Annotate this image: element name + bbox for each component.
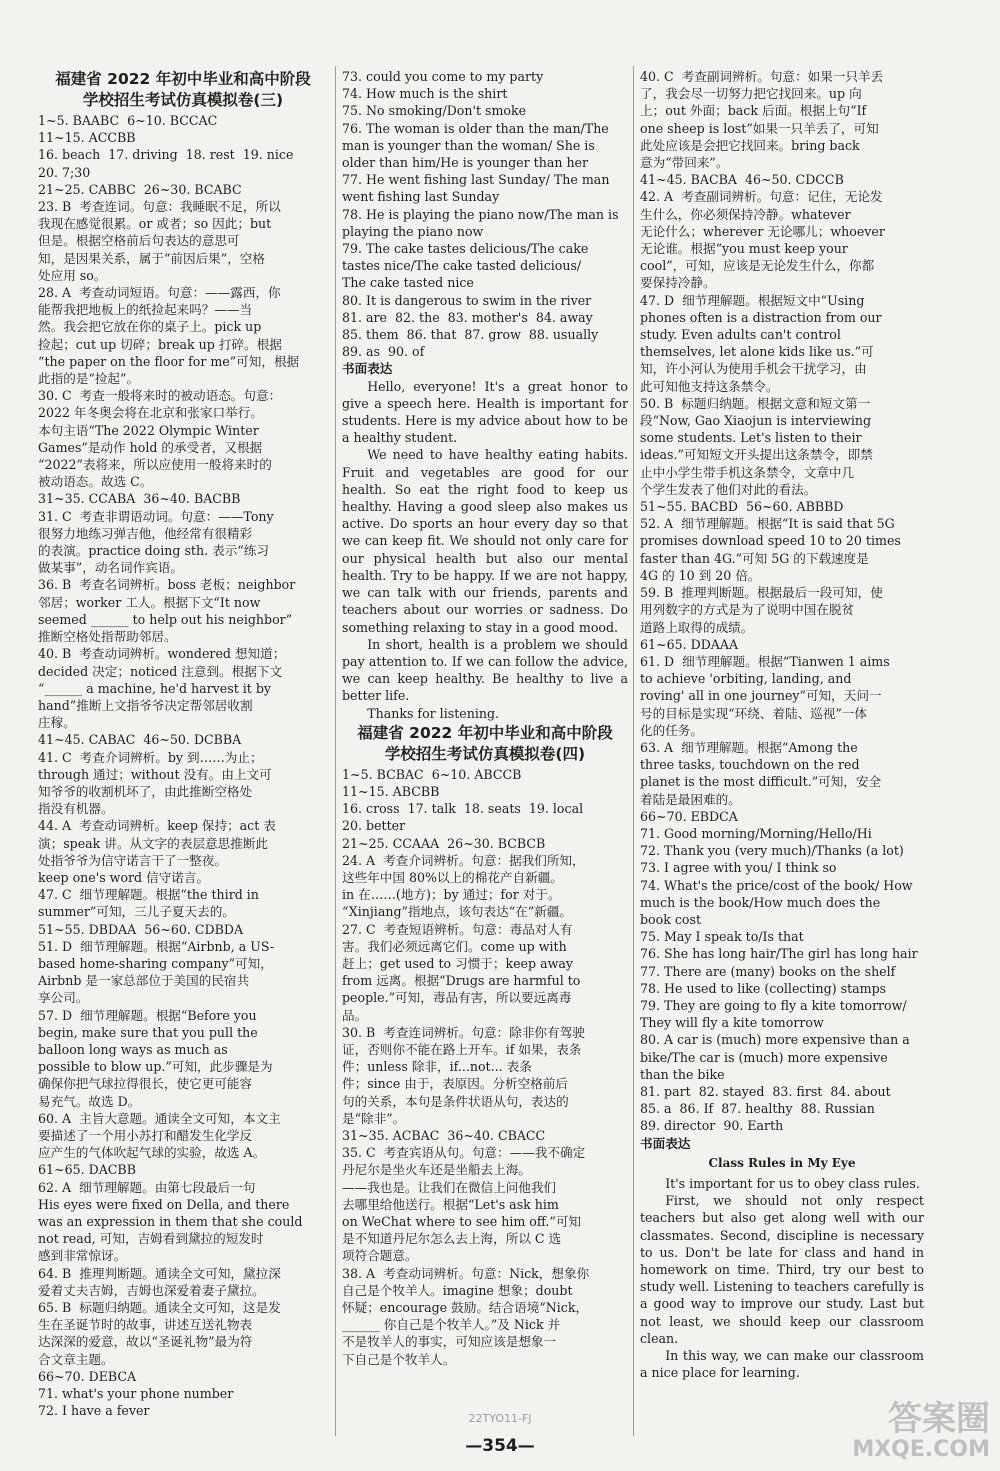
answer-line: 50. B 标题归纳题。根据文意和短文第一 [640, 395, 871, 411]
answer-line: 要保持冷静。 [640, 275, 716, 291]
answer-line: 用列数字的方式是为了说明中国在脱贫 [640, 602, 855, 618]
answer-line: 81. part 82. stayed 83. first 84. about [640, 1083, 891, 1099]
answer-line: keep one's word 信守诺言。 [38, 869, 210, 885]
answer-line: three tasks, touchdown on the red [640, 757, 860, 773]
answer-line: 75. No smoking/Don't smoke [342, 103, 527, 119]
answer-line: 号的目标是实现“环绕、着陆、巡视”一体 [640, 705, 867, 721]
answer-line: 40. B 考查动词辨析。wondered 想知道； [38, 646, 286, 662]
answer-line: roving' all in one journey”可知，天问一 [640, 688, 882, 704]
answer-line: 85. them 86. that 87. grow 88. usually [342, 327, 599, 343]
answer-line: 79. They are going to fly a kite tomorrow/ [640, 997, 907, 1013]
answer-line: 61~65. DACBB [38, 1162, 136, 1178]
answer-line: hand”推断上文指爷爷决定帮邻居收割 [38, 697, 253, 713]
answer-line: 80. It is dangerous to swim in the river [342, 292, 592, 308]
answer-line: through 通过；without 没有。由上文可 [38, 766, 272, 782]
answer-line: study. Even adults can't control [640, 327, 841, 343]
answer-line: 76. She has long hair/The girl has long hair [640, 946, 918, 962]
answer-line: 78. He is playing the piano now/The man is [342, 206, 619, 222]
answer-line: 57. D 细节理解题。根据“Before you [38, 1007, 257, 1023]
answer-line: 66~70. EBDCA [640, 808, 738, 824]
answer-line: 41. C 考查介词辨析。by 到……为止； [38, 749, 263, 765]
answer-line: 知，是因果关系，属于“前因后果”，空格 [38, 250, 265, 266]
footer-code: 22TYO11-FJ [468, 1412, 532, 1425]
answer-line: 11~15. ABCBB [342, 783, 440, 799]
answer-line: some students. Let's listen to their [640, 430, 862, 446]
answer-line: 这些年中国 80%以上的棉花产自新疆。 [342, 869, 563, 885]
answer-line: 1~5. BCBAC 6~10. ABCCB [342, 766, 522, 782]
answer-line: 道路上取得的成绩。 [640, 619, 754, 635]
answer-line: 20. 7;30 [38, 164, 91, 180]
subsection-heading: 书面表达 [640, 1135, 691, 1151]
answer-line: 能帮我把地板上的纸捡起来吗？——当 [38, 302, 253, 318]
answer-line: summer”可知，三儿子夏天去的。 [38, 904, 235, 920]
answer-line: cool”，可知，应该是无论发生什么，你都 [640, 258, 875, 274]
answer-line: 但是。根据空格前后句表达的意思可 [38, 233, 240, 249]
answer-line: 很努力地练习弹吉他，他经常有很精彩 [38, 525, 253, 541]
answer-line: 生在圣诞节时的故事，讲述互送礼物表 [38, 1317, 253, 1333]
column-middle [342, 68, 628, 1428]
answer-line: Airbnb 是一家总部位于美国的民宿共 [38, 973, 250, 989]
answer-line: 74. How much is the shirt [342, 86, 508, 102]
section-heading: 福建省 2022 年初中毕业和高中阶段 [55, 70, 311, 88]
answer-line: 42. A 考查副词辨析。句意：记住，无论发 [640, 189, 883, 205]
answer-line: “the paper on the floor for me”可知，根据 [38, 353, 300, 369]
column-divider [335, 66, 336, 1436]
answer-line: 21~25. CCAAA 26~30. BCBCB [342, 835, 546, 851]
answer-line: 65. B 标题归纳题。通读全文可知，这是发 [38, 1300, 281, 1316]
answer-line: 36. B 考查名词辨析。boss 老板；neighbor [38, 577, 296, 593]
answer-line: 着陆是最困难的。 [640, 791, 741, 807]
answer-line: 此可知他支持这条禁令。 [640, 378, 779, 394]
answer-line: 庄稼。 [38, 715, 76, 731]
answer-line: 27. C 考查短语辨析。句意：毒品对人有 [342, 921, 573, 937]
answer-line: 76. The woman is older than the man/The [342, 120, 609, 136]
essay-title: Class Rules in My Eye [708, 1155, 856, 1170]
answer-line: 件；since 由于，表原因。分析空格前后 [342, 1076, 569, 1092]
answer-line: 合文章主题。 [38, 1351, 114, 1367]
answer-line: 确保你把气球拉得很长，使它更可能容 [38, 1076, 253, 1092]
answer-line: 66~70. DEBCA [38, 1368, 137, 1384]
answer-line: 自己是个牧羊人。imagine 想象；doubt [342, 1282, 573, 1298]
answer-line: much is the book/How much does the [640, 894, 881, 910]
answer-line: book cost [640, 911, 702, 927]
answer-line: 推断空格处指帮助邻居。 [38, 629, 177, 645]
answer-line: 71. Good morning/Morning/Hello/Hi [640, 825, 872, 841]
answer-line: 意为“带回来”。 [640, 155, 729, 171]
answer-line: 78. He used to like (collecting) stamps [640, 980, 887, 996]
answer-line: 41~45. BACBA 46~50. CDCCB [640, 172, 844, 188]
answer-line: 77. There are (many) books on the shelf [640, 963, 896, 979]
answer-line: 捡起；cut up 切碎；break up 打碎。根据 [38, 336, 282, 352]
answer-line: promises download speed 10 to 20 times [640, 533, 901, 549]
answer-line: 75. May I speak to/Is that [640, 929, 804, 945]
answer-line: 47. D 细节理解题。根据短文中“Using [640, 292, 865, 308]
answer-line: went fishing last Sunday [342, 189, 500, 205]
answer-line: 59. B 推理判断题。根据最后一段可知，使 [640, 585, 883, 601]
answer-line: 23. B 考查连词。句意：我睡眠不足，所以 [38, 199, 281, 215]
answer-line: 爱着丈夫吉姆，吉姆也深爱着妻子黛拉。 [38, 1282, 265, 1298]
answer-line: 项符合题意。 [342, 1248, 418, 1264]
answer-line: 74. What's the price/cost of the book/ How [640, 877, 913, 893]
answer-line: on WeChat where to see him off.”可知 [342, 1214, 582, 1229]
answer-line: planet is the most difficult.”可知，安全 [640, 774, 882, 790]
answer-line: from 远离。根据“Drugs are harmful to [342, 973, 581, 989]
watermark-logo: 答案圈 MXQE.COM [852, 1399, 990, 1462]
answer-line: 31. C 考查非谓语动词。句意：——Tony [38, 508, 274, 524]
answer-line: “______ a machine, he'd harvest it by [38, 680, 272, 696]
answer-line: themselves, let alone kids like us.”可 [640, 344, 874, 360]
answer-line: They will fly a kite tomorrow [640, 1015, 824, 1031]
answer-line: 80. A car is (much) more expensive than a [640, 1032, 910, 1048]
answer-line: His eyes were fixed on Della, and there [38, 1196, 290, 1212]
answer-line: 下自己是个牧羊人。 [342, 1351, 456, 1367]
answer-line: 20. better [342, 818, 406, 834]
essay-paragraph: Thanks for listening. [367, 705, 500, 721]
answer-line: phones often is a distraction from our [640, 309, 882, 325]
answer-line: 个学生发表了他们对此的看法。 [640, 481, 817, 497]
answer-line: playing the piano now [342, 223, 484, 239]
answer-line: 51. D 细节理解题。根据“Airbnb, a US- [38, 938, 275, 954]
answer-line: not read, 可知，吉姆看到黛拉的短发时 [38, 1231, 264, 1247]
answer-line: 此指的是“捡起”。 [38, 371, 140, 387]
answer-line: 害。我们必须远离它们。come up with [342, 938, 567, 954]
answer-line: 上；out 外面；back 后面。根据上句“If [640, 103, 867, 119]
answer-line: 句的关系，本句是条件状语从句，表达的 [342, 1093, 569, 1109]
section-heading: 福建省 2022 年初中毕业和高中阶段 [357, 723, 613, 742]
answer-line: 品。 [342, 1007, 368, 1023]
answer-line: 30. C 考查一般将来时的被动语态。句意： [38, 388, 282, 404]
answer-line: tastes nice/The cake tasted delicious/ [342, 258, 582, 274]
essay-paragraph: It's important for us to obey class rules. [665, 1176, 920, 1191]
answer-line: 丹尼尔是坐火车还是坐船去上海。 [342, 1162, 531, 1178]
answer-line: 本句主语“The 2022 Olympic Winter [38, 422, 259, 438]
answer-line: 51~55. DBDAA 56~60. CDBDA [38, 921, 244, 937]
answer-line: 知，许小河认为使用手机会干扰学习，由 [640, 361, 867, 377]
answer-line: 89. director 90. Earth [640, 1118, 784, 1134]
answer-line: 生什么，你必须保持冷静。whatever [640, 206, 851, 222]
answer-line: 51~55. BACBD 56~60. ABBBD [640, 499, 844, 515]
answer-line: 72. Thank you (very much)/Thanks (a lot) [640, 843, 904, 859]
answer-line: 21~25. CABBC 26~30. BCABC [38, 181, 242, 197]
answer-line: 无论谁。根据“you must keep your [640, 241, 848, 257]
answer-line: to achieve 'orbiting, landing, and [640, 671, 852, 687]
answer-line: 做某事”，动名词作宾语。 [38, 560, 183, 576]
answer-line: decided 决定；noticed 注意到。根据下文 [38, 663, 283, 679]
answer-line: 处应用 so。 [38, 267, 107, 283]
answer-line: 52. A 细节理解题。根据“It is said that 5G [640, 516, 895, 532]
answer-line: 段“Now, Gao Xiaojun is interviewing [640, 413, 872, 429]
section-heading: 学校招生考试仿真模拟卷(四) [384, 744, 586, 763]
answer-line: one sheep is lost”如果一只羊丢了，可知 [640, 120, 879, 136]
answer-line: 81. are 82. the 83. mother's 84. away [342, 309, 593, 325]
answer-line: 邻居；worker 工人。根据下文“It now [38, 594, 261, 610]
essay-paragraph: In this way, we can make our classroom a nice place for learning. [640, 1348, 924, 1381]
answer-line: 然。我会把它放在你的桌子上。pick up [38, 319, 262, 335]
answer-line: 演；speak 讲。从文字的表层意思推断此 [38, 835, 269, 851]
answer-line: possible to blow up.”可知，此步骤是为 [38, 1059, 273, 1075]
answer-line: 31~35. CCABA 36~40. BACBB [38, 491, 241, 507]
column-left [38, 68, 328, 1428]
essay-paragraph: We need to have healthy eating habits. Fruit and vegetables are good for our health. So eat the right food to keep us healthy. Having a good sleep also makes us active. Do sports an hour every day so that we can keep fit. We should not only care for our physical health but also our mental health. Try to be happy. If we are not happy, we can talk with our friends, parents and teachers about our worries or sadness. Do something relaxing to stay in a good mood. [342, 447, 628, 635]
answer-line: 16. beach 17. driving 18. rest 19. nice [38, 147, 294, 163]
answer-line: 指没有机器。 [38, 801, 114, 817]
answer-line: begin, make sure that you pull the [38, 1024, 258, 1040]
answer-line: bike/The car is (much) more expensive [640, 1049, 888, 1065]
answer-line: ——我也是。让我们在微信上问他我们 [342, 1179, 557, 1195]
answer-line: 40. C 考查副词辨析。句意：如果一只羊丢 [640, 69, 884, 84]
answer-line: 89. as 90. of [342, 344, 425, 360]
answer-line: in 在……(地方)；by 通过；for 对于。 [342, 887, 561, 903]
answer-line: 38. A 考查动词辨析。句意：Nick，想象你 [342, 1265, 590, 1281]
answer-line: than the bike [640, 1066, 725, 1082]
page-number: —354— [465, 1436, 535, 1456]
answer-line: 此处应该是会把它找回来。bring back [640, 137, 860, 153]
answer-line: 赶上；get used to 习惯于；keep away [342, 955, 573, 971]
answer-line: seemed ______ to help out his neighbor” [38, 611, 293, 627]
column-divider [633, 66, 634, 1436]
answer-line: 73. I agree with you/ I think so [640, 860, 837, 876]
answer-line: 35. C 考查宾语从句。句意：——我不确定 [342, 1145, 586, 1161]
answer-line: 64. B 推理判断题。通读全文可知，黛拉深 [38, 1265, 281, 1281]
answer-line: 应产生的气体吹起气球的实验，故选 A。 [38, 1145, 266, 1161]
answer-line: 件；unless 除非，if...not... 表条 [342, 1059, 532, 1075]
answer-line: 化的任务。 [640, 722, 703, 738]
answer-line: Games”是动作 hold 的承受者，又根据 [38, 439, 263, 455]
answer-line: 无论什么；wherever 无论哪儿；whoever [640, 223, 885, 239]
answer-line: 止中小学生带手机这条禁令，文章中几 [640, 464, 855, 480]
answer-line: 72. I have a fever [38, 1403, 150, 1419]
answer-line: 41~45. CABAC 46~50. DCBBA [38, 732, 242, 748]
answer-line: 44. A 考查动词辨析。keep 保持；act 表 [38, 818, 276, 834]
answer-line: 证，否则你不能在路上开车。if 如果，表条 [342, 1041, 582, 1057]
answer-line: 85. a 86. If 87. healthy 88. Russian [640, 1101, 875, 1117]
answer-line: ideas.”可知短文开头提出这条禁令，即禁 [640, 447, 873, 463]
answer-line: 31~35. ACBAC 36~40. CBACC [342, 1127, 546, 1143]
answer-line: 28. A 考查动词短语。句意：——露西，你 [38, 285, 281, 301]
answer-line: 62. A 细节理解题。由第七段最后一句 [38, 1179, 256, 1195]
answer-line: 知爷爷的收割机坏了，由此推断空格处 [38, 783, 253, 799]
answer-line: 71. what's your phone number [38, 1386, 234, 1402]
answer-line: 77. He went fishing last Sunday/ The man [342, 172, 610, 188]
answer-line: 61. D 细节理解题。根据“Tianwen 1 aims [640, 653, 890, 669]
answer-line: 的表演。practice doing sth. 表示“练习 [38, 543, 269, 559]
answer-line: older than him/He is younger than her [342, 155, 589, 171]
answer-line: based home-sharing company”可知， [38, 955, 273, 971]
column-right [640, 68, 924, 1428]
essay-paragraph: First, we should not only respect teachers but also get along well with our classmates. Second, discipline is necessary to us. Don't be late for class and hand in homework on time. Third, try our best to study well. Listening to teachers carefully is a good way to improve our study. Last but not least, we should keep our classroom clean. [640, 1193, 924, 1346]
answer-line: people.”可知，毒品有害，所以要远离毒 [342, 990, 572, 1006]
answer-line: The cake tasted nice [342, 275, 474, 291]
answer-line: 4G 的 10 到 20 倍。 [640, 567, 761, 583]
answer-line: 79. The cake tastes delicious/The cake [342, 241, 589, 257]
answer-line: 不是牧羊人的事实，可知应该是想象一 [342, 1334, 557, 1350]
answer-line: 达深深的爱意，故以“圣诞礼物”最为符 [38, 1334, 253, 1350]
answer-line: 63. A 细节理解题。根据“Among the [640, 739, 858, 755]
answer-line: 了，我会尽一切努力把它找回来。up 向 [640, 86, 862, 102]
answer-line: “Xinjiang”指地点，该句表达“在”新疆。 [342, 904, 572, 920]
answer-line: 怀疑；encourage 鼓励。结合语境“Nick， [342, 1300, 589, 1316]
subsection-heading: 书面表达 [342, 361, 393, 377]
answer-line: faster than 4G.”可知 5G 的下载速度是 [640, 550, 869, 566]
answer-line: 感到非常惊讶。 [38, 1248, 127, 1264]
answer-line: 是不知道丹尼尔怎么去上海，所以 C 选 [342, 1231, 562, 1247]
answer-line: 要描述了一个用小苏打和醋发生化学反 [38, 1127, 253, 1143]
answer-line: 是“除非”。 [342, 1110, 406, 1126]
answer-line: 被动语态。故选 C。 [38, 474, 153, 490]
answer-line: 享公司。 [38, 990, 89, 1006]
answer-line: was an expression in them that she could [38, 1214, 303, 1229]
answer-line: 11~15. ACCBB [38, 130, 136, 146]
answer-line: 24. A 考查介词辨析。句意：据我们所知， [342, 852, 585, 868]
answer-line: 易充气。故选 D。 [38, 1093, 141, 1109]
answer-line: 2022 年冬奥会将在北京和张家口举行。 [38, 405, 263, 421]
answer-line: 60. A 主旨大意题。通读全文可知，本文主 [38, 1110, 281, 1126]
essay-paragraph: In short, health is a problem we should pay attention to. If we can follow the advice, we can keep healthy. Be healthy to live a better life. [342, 636, 628, 704]
answer-line: balloon long ways as much as [38, 1041, 228, 1057]
answer-line: 30. B 考查连词辨析。句意：除非你有驾驶 [342, 1024, 585, 1040]
answer-line: 61~65. DDAAA [640, 636, 739, 652]
answer-line: 1~5. BAABC 6~10. BCCAC [38, 113, 218, 128]
answer-line: 47. C 细节理解题。根据“the third in [38, 887, 259, 903]
answer-line: man is younger than the woman/ She is [342, 137, 595, 153]
answer-line: “2022”表将来，所以应使用一般将来时的 [38, 457, 272, 473]
answer-line: 73. could you come to my party [342, 69, 544, 84]
answer-line: ______ 你自己是个牧羊人。”及 Nick 并 [342, 1317, 561, 1333]
essay-paragraph: Hello, everyone! It's a great honor to give a speech here. Health is important for students. Here is my advice about how to be a healthy student. [342, 378, 628, 446]
answer-line: 16. cross 17. talk 18. seats 19. local [342, 801, 584, 817]
answer-line: 去哪里给他送行。根据“Let's ask him [342, 1196, 559, 1212]
section-heading: 学校招生考试仿真模拟卷(三) [82, 91, 284, 109]
answer-line: 处指爷爷为信守诺言干了一整夜。 [38, 852, 227, 868]
answer-line: 我现在感觉很累。or 或者；so 因此；but [38, 216, 272, 232]
